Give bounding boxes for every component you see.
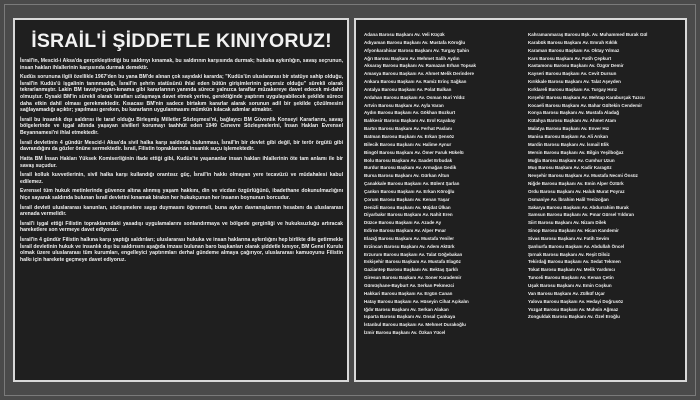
signatory-name: Muş Barosu Başkanı Av. Kadir Karagöz [528,165,612,171]
signatory-name: Burdur Barosu Başkanı Av. Armağan Gedik [364,165,457,171]
signatory-name: Kocaeli Barosu Başkanı Av. Bahar Gültekin Cendemir [528,102,643,108]
statement-paragraph: Evrensel tüm hukuk metinlerinde güvence altına alınmış yaşam hakkını, din ve vicdan özgürlüğünü, ibadethane dokunulmazlığını hiçe sayarak saldırıda bulunan İsrail devletini kınamak birakın her hukukçunun her insanın boynunun borcudur. [20,188,343,201]
signatory-name: Erzincan Barosu Başkanı Av. Adem Aktürk [364,243,455,249]
statement-paragraph: İsrail'in 4 gündür Filistin halkına karşı yaptığı saldırıları; uluslararası hukuka ve insan haklarına aykırılığını hep birlikte dile getirmekle İsrail devletinin hukuk ve insanlık dışı bu saldırısını aşağıda imzası bulunan baro başkanları olarak şiddetle kınıyor, BM Genel Kurulu olmak üzere uluslararası tüm kurumları, engelleyici yaptırımları derhal gündeme almaya çağırıyor, uluslararası kamuoyunu Filistin halkı için harekete geçmeye davet ediyoruz. [20,237,343,263]
signatory-name: Niğde Barosu Başkanı Av. Emin Alper Öztürk [528,181,624,187]
signatory-name: Konya Barosu Başkanı Av. Mustafa Aladağ [528,110,619,116]
signatories-panel [354,18,687,382]
statement-paragraph: İsrail bu insanlık dışı saldırısı ile taraf olduğu Birleşmiş Milletler Sözleşmesi'ni, bağlayıcı BM Güvenlik Konseyi Kararlarını, savaş bölgelerinde ve işgal altında yaşayan sivilleri korumayı taahhüt eden 1949 Cenevre Sözleşmelerini, İnsan Hakları Evrensel Beyannamesi'ni ihlal etmektedir. [20,116,343,137]
signatory-name: Kars Barosu Başkanı Av. Fatih Çepkurt [528,55,612,61]
signatory-name: Nevşehir Barosu Başkanı Av. Mustafa Necmi Önsüz [528,173,638,179]
signatory-name: Erzurum Barosu Başkanı Av. Talat Göğebakan [364,251,463,257]
statement-paragraph: İsrail'in, Mescid-i Aksa'da gerçekleştirdiği bu saldırıyı kınamak, bu saldırının karşısında durmak; hukuka aykırılığın, savaş seçrunun, insan hakları ihlallerinin karşısında durmak demektir. [20,58,343,71]
statement-paragraph: Hatta BM İnsan Hakları Yüksek Komiserliğinin ifade ettiği gibi, Kudüs'te yaşananlar insan hakları ihlallerinin öte tam anlamı ile bir savaş suçudur. [20,155,343,169]
signatory-name: Batman Barosu Başkanı Av. Erkan Şensöz [364,133,455,139]
signatory-name: Adana Barosu Başkanı Av. Veli Küçük [364,32,445,37]
signatory-name: Hatay Barosu Başkanı Av. Hüseyin Cihat Açıkalın [364,298,469,304]
statement-panel [13,18,349,382]
signatory-name: Sivas Barosu Başkanı Av. Fatih Sevim [528,235,610,241]
signatory-name: Aksaray Barosu Başkanı Av. Ramazan Erhan Topsak [364,63,477,69]
signatory-name: İstanbul Barosu Başkanı Av. Mehmet Durakoğlu [364,322,466,328]
signatory-name: Adıyaman Barosu Başkanı Av. Mustafa Köroğlu [364,39,466,45]
signatory-name: Van Barosu Başkanı Av. Zülküf Uçar [528,290,605,296]
signatory-name: Balıkesir Barosu Başkanı Av. Erol Kayabay [364,118,456,124]
signatory-name: Karabük Barosu Başkanı Av. Emrah Kıklık [528,39,618,45]
signatories-column-right [528,31,680,376]
signatory-name: Sinop Barosu Başkanı Av. Hican Kandemir [528,228,619,234]
signatory-name: Düzce Barosu Başkanı Av. Azade Ay [364,220,442,226]
signatory-name: Gümüşhane-Bayburt Av. Serkan Pekmezci [364,283,455,288]
signatory-name: Denizli Barosu Başkanı Av. Müjdat Ülkan [364,204,451,210]
statement-paragraph: İsrail devleti uluslararası kanunları, sözleşmelere saygı duymasını öğrenmeli, buna aykırı davranışlarının hesabını da uluslararası arenada vermelidir. [20,204,343,218]
signatory-name: Sakarya Barosu Başkanı Av. Abdurrahim Burak [528,204,629,210]
signatory-name: Giresun Barosu Başkanı Av. Soner Karademir [364,275,462,281]
signatory-name: Kütahya Barosu Başkanı Av. Ahmet Atam [528,118,617,124]
signatory-name: Bartın Barosu Başkanı Av. Ferhat Paslanı [364,126,452,132]
statement-paragraph: Kudüs sorununa ilgili özellikle 1967'den bu yana BM'de alınan çok sayıdaki kararda; "Kudüs'ün uluslararası bir statüye sahip olduğu, İsrail'in Kudüs'ü işgalinin tanınmadığı, İsrail'in şehrin statüsünü ihlal eden bütün girişimlerinin geçersiz olduğu" sürekli olarak tekrarlanmıştır. Lakin BM tavsiye-uyarı-kınama gibi kararlarının yanında sürece yalnızca taraflar müzakereye davet edecek mi-dahil olmuştur. Oysaki BM'in sürekli olarak tarafları uzlaşmaya davet etmek yerine, gerektiğinde yaptırım uygulayabilecek şekilde sürece daha etkin dahil olması gerekmektedir. Kısacası BM'nin sadece birtakım kararlar alarak sorunun adil bir şekilde çözülmesini sağlayamadığı açıktır; yapılması gereken, bu kararların uygulanmasını mümkün kılacak adımlar atmaktır. [20,74,343,114]
statement-paragraph: İsrail devletinin 4 gündür Mescid-i Aksa'da sivil halka karşı saldırıda bulunması, İsrail'in bir devlet gibi değil, bir terör örgütü gibi davrandığını da gözler önüne sermektedir. İsrail, Filistin topraklarında insanlık suçu işlemektedir. [20,139,343,153]
signatory-name: Kahramanmaraş Barosu Bşk. Av. Muhammed Burak Gül [528,32,648,37]
signatory-name: Ardahan Barosu Başkanı Av. Osman Nuri Yıldız [364,94,465,100]
signatory-name: Şırnak Barosu Başkanı Av. Reşit Dilsiz [528,251,610,257]
signatory-name: Amasya Barosu Başkanı Av. Ahmet Melik Derindere [364,71,474,77]
signatory-name: Samsun Barosu Başkanı Av. Pınar Gürsel Yıldıran [528,212,635,218]
signatory-name: Kırşehir Barosu Başkanı Av. Mehtap Karaburçak Tuzcu [528,94,645,100]
signatory-name: Tokat Barosu Başkanı Av. Melik Yardımcı [528,267,615,273]
signatory-name: Manisa Barosu Başkanı Av. Ali Arıkan [528,133,609,139]
signatory-name: Malatya Barosu Başkanı Av. Enver Hız [528,126,610,132]
signatory-name: Gaziantep Barosu Başkanı Av. Bektaş Şarklı [364,267,458,273]
signatory-name: Ordu Barosu Başkanı Av. Haluk Murat Poyraz [528,188,625,194]
signatory-name: Yalova Barosu Başkanı Av. Hedayi Doğrusöz [528,298,624,304]
statement-body [20,58,343,263]
signatory-name: Artvin Barosu Başkanı Av. Ayla Varan [364,102,444,108]
statement-paragraph: İsrail'i işgal ettiği Filistin topraklarındaki yasadışı uygulamalarını sonlandırmaya ve bölgede gerginliği ve hukuksuzluğu artıracak hareketlere son vermeye davet ediyoruz. [20,220,343,234]
signatory-name: Kırklareli Barosu Başkanı Av. Turgay Hırız [528,86,618,92]
signatory-name: Şanlıurfa Barosu Başkanı Av. Abdullah Öncel [528,243,625,249]
signatory-name: Diyarbakır Barosu Başkanı Av. Nahit Eren [364,212,453,218]
signatory-name: Tekirdağ Barosu Başkanı Av. Sedat Tekmen [528,259,621,265]
signatory-name: Afyonkarahisar Barosu Başkanı Av. Turgay Şahin [364,47,470,53]
signatory-name: Mardin Barosu Başkanı Av. İsmail Elik [528,141,609,147]
signatory-name: Bolu Barosu Başkanı Av. Saadet Erbudak [364,157,453,163]
signatory-name: Hakkari Barosu Başkanı Av. Ergün Canan [364,290,453,296]
signatory-name: Uşak Barosu Başkanı Av. Emin Coşkun [528,283,612,288]
signatories-column-left [364,31,516,376]
signatory-name: Kırıkkale Barosu Başkanı Av. Talat Aşeyden [528,79,621,85]
signatory-name: Ankara Barosu Başkanı Av. Ramiz Erinç Sağkan [364,79,467,85]
signatory-name: Tunceli Barosu Başkanı Av. Kenan Çetin [528,275,614,281]
signatory-name: Isparta Barosu Başkanı Av. Onsal Çankaya [364,314,456,320]
signatory-name: Muğla Barosu Başkanı Av. Cumhur Uzun [528,157,615,163]
signatory-name: Çanakkale Barosu Başkanı Av. Bülent Şarlan [364,181,460,187]
signatory-name: Karaman Barosu Başkanı Av. Oktay Yılmaz [528,47,620,53]
signatory-name: Zonguldak Barosu Başkanı Av. Özel Eroğlu [528,314,620,320]
signatory-name: Edirne Barosu Başkanı Av. Alper Pınar [364,228,446,234]
signatory-name: Antalya Barosu Başkanı Av. Polat Balkan [364,86,452,92]
signatory-name: Kayseri Barosu Başkanı Av. Cevit Dursun [528,71,617,77]
statement-title: İSRAİL'İ ŞİDDETLE KINIYORUZ! [31,30,332,52]
signatory-name: Çorum Barosu Başkanı Av. Kenan Yaşar [364,196,450,202]
signatory-name: Bursa Barosu Başkanı Av. Gürkan Altun [364,173,450,179]
signatory-name: Ağrı Barosu Başkanı Av. Mehmet Salih Aydın [364,55,460,61]
signatory-name: Mersin Barosu Başkanı Av. Bilgin Yeşilboğaz [528,149,624,155]
signatory-name: Çankırı Barosu Başkanı Av. Erkan Köroğlu [364,188,455,194]
signatory-name: Yozgat Barosu Başkanı Av. Muhsin Ağmaz [528,306,619,312]
signatory-name: Aydın Barosu Başkanı Av. Gökhan Bozkurt [364,110,456,116]
signatory-name: İzmir Barosu Başkanı Av. Özkan Yücel [364,330,446,336]
signatory-name: Iğdır Barosu Başkanı Av. Serkan Alakan [364,306,449,312]
signatory-name: Siirt Barosu Başkanı Av. Nizam Dilek [528,220,607,226]
signatory-name: Elazığ Barosu Başkanı Av. Mustafa Yeniler [364,235,455,241]
statement-paragraph: İsrail kolluk kuvvetlerinin, sivil halka karşı kullandığı orantısız güç, İsrail'in hakkı olmayan yere tecavüzü ve müdahalesi kabul edilemez. [20,172,343,185]
signatory-name: Eskişehir Barosu Başkanı Av. Mustafa Elagöz [364,259,461,265]
signatory-name: Bilecik Barosu Başkanı Av. Halime Aynur [364,141,452,147]
signatory-name: Osmaniye Av. İbrahim Halil Yenizoğan [528,196,609,202]
signatory-name: Kastamonu Barosu Başkanı Av. Özgür Demir [528,63,624,69]
signatory-name: Bingöl Barosu Başkanı Av. Ömer Faruk Hükelü [364,149,464,155]
